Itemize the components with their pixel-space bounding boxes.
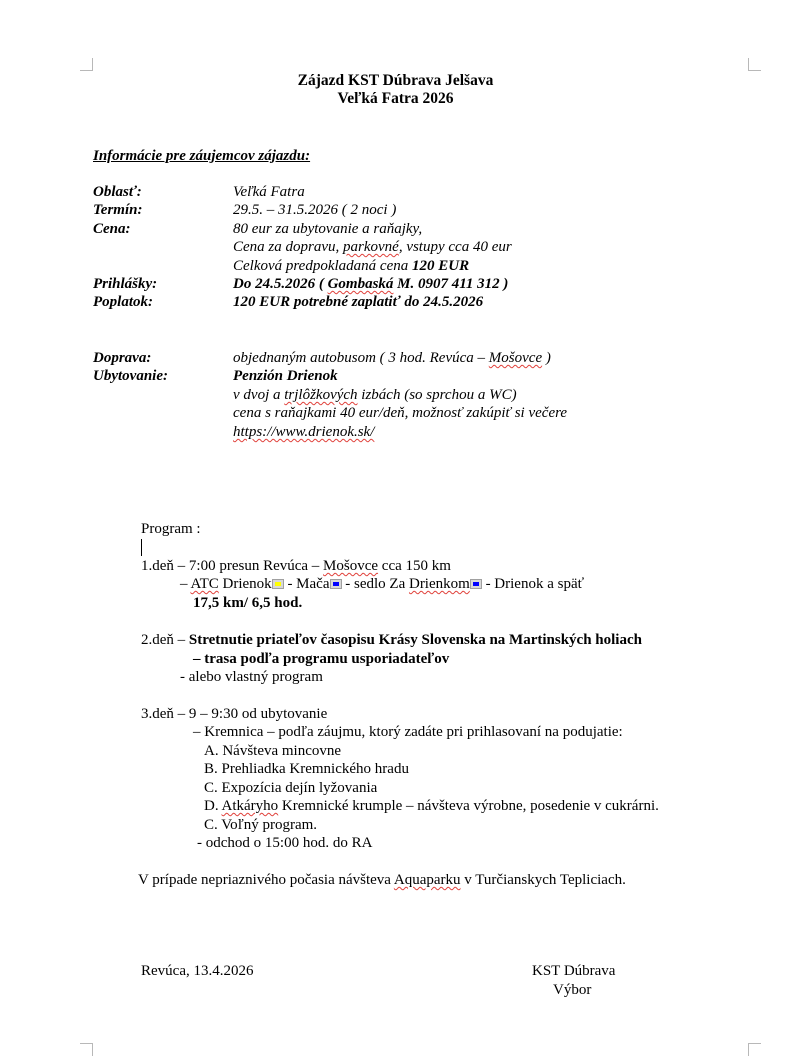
value-prihlasky xyxy=(233,275,508,293)
document-subtitle: Veľká Fatra 2026 xyxy=(337,90,454,107)
day1-distance: 17,5 km/ 6,5 hod. xyxy=(193,595,303,611)
text: v dvoj a xyxy=(233,387,285,403)
text: - Drienok a späť xyxy=(481,576,585,592)
spellcheck-word[interactable]: Mošovce xyxy=(323,558,379,574)
text: ) xyxy=(542,350,551,366)
text: objednaným autobusom ( 3 hod. Revúca – xyxy=(233,350,489,366)
day3-option-a: A. Návšteva mincovne xyxy=(204,743,342,759)
spellcheck-word[interactable]: Atkáryho xyxy=(221,798,279,814)
value-poplatok: 120 EUR potrebné zaplatiť do 24.5.2026 xyxy=(233,294,484,310)
value-cena-line3 xyxy=(233,257,469,275)
value-oblast: Veľká Fatra xyxy=(233,184,305,200)
label-oblast: Oblasť: xyxy=(93,184,142,200)
label-prihlasky: Prihlášky: xyxy=(93,276,158,292)
day3-departure: - odchod o 15:00 hod. do RA xyxy=(197,835,373,851)
text: M. 0907 411 312 ) xyxy=(393,276,509,292)
label-poplatok: Poplatok: xyxy=(93,294,153,310)
spellcheck-word[interactable]: Drienkom xyxy=(408,576,470,592)
spellcheck-word[interactable]: parkovné xyxy=(343,239,399,255)
label-cena: Cena: xyxy=(93,221,131,237)
spellcheck-word[interactable]: Aquaparku xyxy=(393,872,461,888)
text: V prípade nepriaznivého počasia návšteva xyxy=(138,872,394,888)
text: Stretnutie priateľov časopisu Krásy Slovenska na Martinských holiach xyxy=(188,632,642,648)
day2-line1 xyxy=(141,631,642,649)
weather-note xyxy=(138,871,626,889)
info-heading: Informácie pre záujemcov zájazdu: xyxy=(93,148,311,164)
text: v Turčianskych Tepliciach. xyxy=(460,872,626,888)
text: - Mača xyxy=(283,576,330,592)
blue-trail-marker-icon xyxy=(470,579,482,589)
spellcheck-word[interactable]: ATC xyxy=(190,576,219,592)
text: izbách (so sprchou a WC) xyxy=(357,387,517,403)
day3-line1: 3.deň – 9 – 9:30 od ubytovanie xyxy=(141,706,328,722)
day1-line1 xyxy=(141,557,451,575)
spellcheck-word[interactable]: Gombaská xyxy=(327,276,394,292)
text: – xyxy=(180,576,191,592)
day2-line3: - alebo vlastný program xyxy=(180,669,323,685)
text: Kremnické krumple – návšteva výrobne, posedenie v cukrárni. xyxy=(278,798,659,814)
value-cena-line1: 80 eur za ubytovanie a raňajky, xyxy=(233,221,423,237)
day3-option-free: C. Voľný program. xyxy=(204,817,318,833)
text: D. xyxy=(204,798,222,814)
ubytovanie-url-link[interactable]: https://www.drienok.sk/ xyxy=(233,424,375,440)
text: Do 24.5.2026 ( xyxy=(233,276,328,292)
value-ubytovanie-rooms xyxy=(233,386,517,404)
label-doprava: Doprava: xyxy=(93,350,152,366)
value-termin: 29.5. – 31.5.2026 ( 2 noci ) xyxy=(233,202,397,218)
text-cursor xyxy=(141,539,142,556)
document-title: Zájazd KST Dúbrava Jelšava xyxy=(297,72,494,89)
text: Drienok xyxy=(218,576,272,592)
page-corner-mark xyxy=(80,1043,93,1056)
blue-trail-marker-icon xyxy=(330,579,342,589)
organization-committee: Výbor xyxy=(553,982,592,998)
day3-option-d xyxy=(204,797,659,815)
yellow-trail-marker-icon xyxy=(272,579,284,589)
text: , vstupy cca 40 eur xyxy=(398,239,512,255)
label-termin: Termín: xyxy=(93,202,143,218)
text: cca 150 km xyxy=(378,558,451,574)
value-doprava xyxy=(233,349,551,367)
spellcheck-word[interactable]: Mošovce xyxy=(488,350,543,366)
text: 1.deň – 7:00 presun Revúca – xyxy=(141,558,324,574)
text: Cena za dopravu, xyxy=(233,239,343,255)
value-ubytovanie-name: Penzión Drienok xyxy=(233,368,338,384)
total-price: 120 EUR xyxy=(411,258,470,274)
text: - sedlo Za xyxy=(341,576,409,592)
place-date: Revúca, 13.4.2026 xyxy=(141,963,254,979)
spellcheck-word[interactable]: trjlôžkových xyxy=(284,387,358,403)
day3-option-b: B. Prehliadka Kremnického hradu xyxy=(204,761,409,777)
page-corner-mark xyxy=(80,58,93,71)
text: 2.deň – xyxy=(141,632,189,648)
label-ubytovanie: Ubytovanie: xyxy=(93,368,168,384)
value-cena-line2 xyxy=(233,238,512,256)
program-heading: Program : xyxy=(141,521,201,537)
organization-name: KST Dúbrava xyxy=(532,963,616,979)
day3-line2: – Kremnica – podľa záujmu, ktorý zadáte pri prihlasovaní na podujatie: xyxy=(193,724,623,740)
text: Celková predpokladaná cena xyxy=(233,258,412,274)
page-corner-mark xyxy=(748,1043,761,1056)
page-corner-mark xyxy=(748,58,761,71)
day3-option-c: C. Expozícia dejín lyžovania xyxy=(204,780,378,796)
value-ubytovanie-price: cena s raňajkami 40 eur/deň, možnosť zakúpiť si večere xyxy=(233,405,568,421)
day1-route xyxy=(180,575,584,593)
day2-line2: – trasa podľa programu usporiadateľov xyxy=(193,651,450,667)
